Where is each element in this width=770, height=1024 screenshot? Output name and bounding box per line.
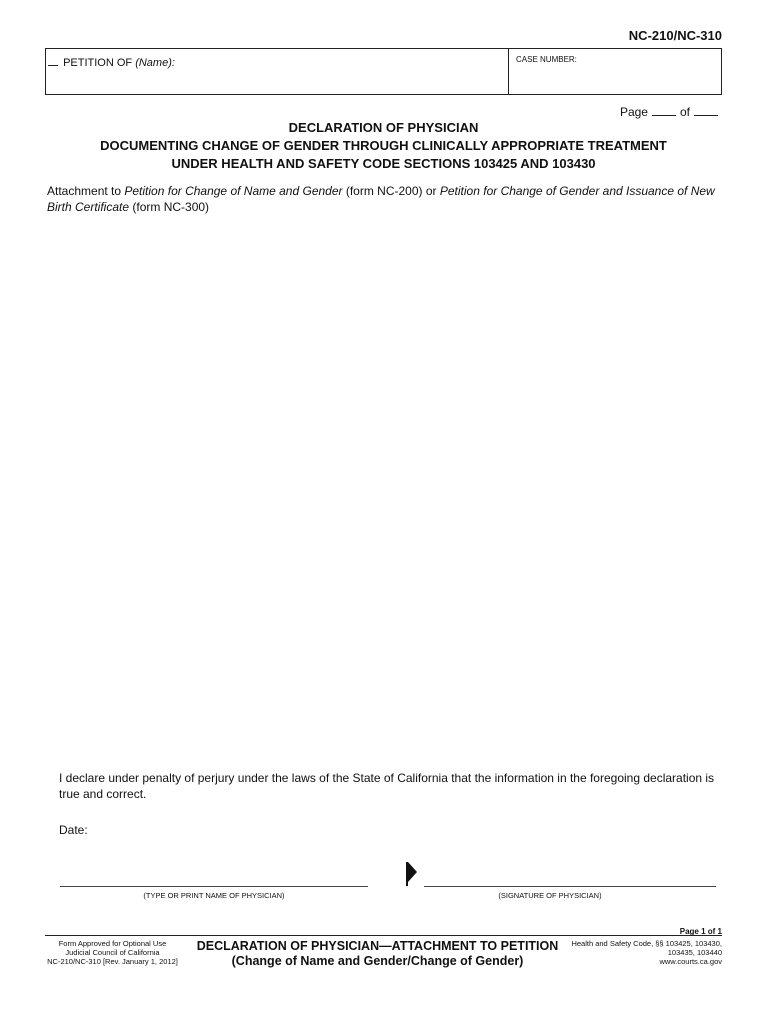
of-label: of: [679, 105, 690, 119]
attachment-form1-code: (form NC-200) or: [342, 184, 440, 198]
attachment-form2-code: (form NC-300): [129, 200, 210, 214]
date-label: Date:: [59, 823, 88, 837]
petition-checkbox-blank: [48, 65, 58, 66]
attachment-statement: [47, 183, 721, 215]
physician-signature-caption: (SIGNATURE OF PHYSICIAN): [498, 891, 602, 900]
page-count: Page 1 of 1: [679, 927, 722, 936]
physician-signature-field[interactable]: [424, 886, 716, 887]
title-line-1: DECLARATION OF PHYSICIAN: [288, 120, 479, 135]
page-label: Page: [619, 105, 648, 119]
footer-rule: [45, 935, 722, 936]
header-divider: [508, 49, 509, 94]
footer-legal: [560, 939, 722, 966]
title-line-2: DOCUMENTING CHANGE OF GENDER THROUGH CLINICALLY APPROPRIATE TREATMENT: [100, 138, 667, 153]
petition-name-hint: (Name):: [135, 57, 175, 69]
form-id: NC-210/NC-310: [628, 28, 722, 43]
footer-right-line-2: 103435, 103440: [667, 948, 722, 957]
attachment-form1-title: Petition for Change of Name and Gender: [124, 184, 343, 198]
footer-title-line-2: (Change of Name and Gender/Change of Gender): [231, 954, 524, 968]
attachment-prefix: Attachment to: [47, 184, 125, 198]
footer-left-line-3: NC-210/NC-310 [Rev. January 1, 2012]: [47, 957, 178, 966]
petition-of-field[interactable]: [48, 57, 175, 69]
physician-name-field[interactable]: [60, 886, 368, 887]
attachment-form2-title: Petition for Change of Gender and Issuance of New Birth Certificate: [47, 184, 715, 214]
footer-title: [185, 939, 570, 969]
perjury-declaration: I declare under penalty of perjury under the laws of the State of California that the information in the foregoing declaration is true and correct.: [59, 771, 715, 801]
page-total-blank[interactable]: [694, 105, 718, 116]
footer-left-line-2: Judicial Council of California: [65, 948, 160, 957]
petition-of-label: PETITION OF: [63, 57, 133, 69]
case-number-label: CASE NUMBER:: [516, 55, 577, 64]
case-number-field[interactable]: [516, 55, 577, 64]
signature-arrow-icon: [408, 862, 417, 882]
form-title: [45, 119, 722, 173]
footer-right-line-1: Health and Safety Code, §§ 103425, 103430,: [571, 939, 722, 948]
footer-website-link[interactable]: www.courts.ca.gov: [659, 957, 722, 966]
footer-approval: [45, 939, 180, 966]
page-marker: [560, 105, 722, 119]
caption-box: [45, 48, 722, 95]
page-number-blank[interactable]: [652, 105, 676, 116]
title-line-3: UNDER HEALTH AND SAFETY CODE SECTIONS 103425 AND 103430: [171, 156, 596, 171]
footer-title-line-1: DECLARATION OF PHYSICIAN—ATTACHMENT TO PETITION: [196, 939, 559, 953]
physician-name-caption: (TYPE OR PRINT NAME OF PHYSICIAN): [143, 891, 285, 900]
footer-left-line-1: Form Approved for Optional Use: [58, 939, 167, 948]
